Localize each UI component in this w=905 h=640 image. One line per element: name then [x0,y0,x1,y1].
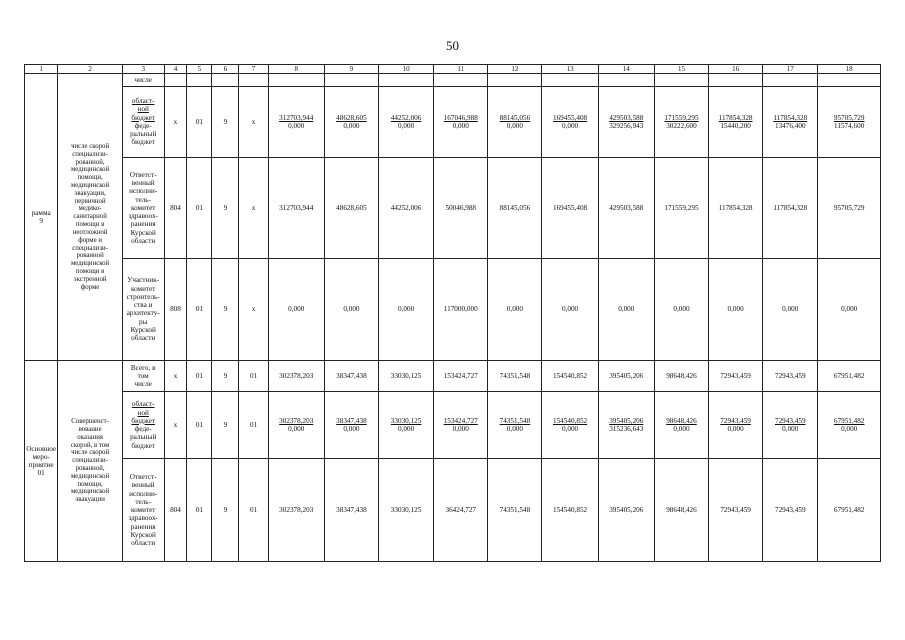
activity-label: Основное меро- приятие 01 [25,361,58,562]
column-number-14: 14 [598,65,654,74]
value-cell: 98648,426 [654,459,708,562]
table-row [25,86,881,158]
value-cell: 395405,206 [598,459,654,562]
value-cell [378,86,433,158]
value-regional: 95705,729 [833,113,865,122]
empty-cell [709,74,763,86]
value-regional: 167046,988 [443,113,478,122]
value-cell [434,86,488,158]
program-label: рамма 9 [25,74,58,361]
page-number: 50 [446,38,459,53]
value-federal: 0,000 [452,121,469,130]
column-number-8: 8 [268,65,324,74]
code-cell: х [239,158,268,258]
value-cell [654,391,708,459]
value-cell [818,86,881,158]
empty-cell [164,74,187,86]
value-cell [818,391,881,459]
value-federal: 13476,400 [774,121,806,130]
value-federal: 0,000 [841,425,858,434]
value-federal: 0,000 [397,425,415,434]
value-regional: 67951,482 [833,416,865,425]
code-cell: х [164,86,187,158]
value-cell: 0,000 [268,258,324,360]
value-federal: 0,000 [561,425,579,434]
value-regional: 395405,206 [609,416,644,425]
value-cell: 38347,438 [324,459,378,562]
code-cell: 01 [239,361,268,392]
empty-cell [324,74,378,86]
source-label: Участник- комитет строитель- ства и архитекту- ры Курской области [122,258,164,360]
column-number-16: 16 [709,65,763,74]
value-cell: 44252,006 [378,158,433,258]
value-federal: 0,000 [343,425,360,434]
table-body [25,65,881,562]
value-regional: 88145,056 [499,113,531,122]
value-regional: 169455,408 [552,113,588,122]
value-federal: 0,000 [343,121,360,130]
activity-description: Совершенст- вование оказания скорой, в том числе скорой специализи- рованной, медицинской помощи, медицинской эвакуации [58,361,123,562]
value-cell: 117854,328 [709,158,763,258]
value-federal: 315236,643 [609,425,644,434]
value-cell: 302378,203 [268,361,324,392]
column-number-9: 9 [324,65,378,74]
value-cell: 67951,482 [818,361,881,392]
value-regional: 48628,605 [336,113,367,122]
table-row [25,258,881,360]
column-number-10: 10 [378,65,433,74]
value-cell [709,391,763,459]
empty-cell [763,74,818,86]
source-label: Всего, в том числе [122,361,164,392]
code-cell: 01 [187,86,212,158]
empty-cell [434,74,488,86]
value-cell [654,86,708,158]
value-cell: 72943,459 [709,459,763,562]
value-regional: 44252,006 [390,113,422,122]
value-federal: 0,000 [782,425,799,434]
value-federal: 15440,200 [720,121,751,130]
value-federal: 0,000 [673,425,690,434]
value-cell: 169455,408 [542,158,598,258]
value-cell [268,391,324,459]
empty-cell [268,74,324,86]
value-cell: 117000,000 [434,258,488,360]
value-cell [598,391,654,459]
column-number-4: 4 [164,65,187,74]
value-cell: 50046,988 [434,158,488,258]
value-cell: 117854,328 [763,158,818,258]
table-row [25,459,881,562]
column-number-17: 17 [763,65,818,74]
value-cell: 154540,852 [542,361,598,392]
column-number-18: 18 [818,65,881,74]
code-cell: х [239,86,268,158]
empty-cell [542,74,598,86]
value-cell: 171559,295 [654,158,708,258]
code-cell: 01 [239,459,268,562]
value-federal: 0,000 [561,121,579,130]
value-regional: 153424,727 [443,416,478,425]
column-number-11: 11 [434,65,488,74]
source-label: област- ной бюджет феде- ральный бюджет [122,391,164,459]
column-number-7: 7 [239,65,268,74]
source-label: Ответст- венный исполни- тель- комитет здравоох- ранения Курской области [122,459,164,562]
value-federal: 329256,943 [609,121,644,130]
value-cell: 74351,548 [488,459,542,562]
value-cell: 38347,438 [324,361,378,392]
value-cell: 48628,605 [324,158,378,258]
table-row [25,391,881,459]
code-cell: 01 [239,391,268,459]
value-cell [763,86,818,158]
value-cell: 302378,203 [268,459,324,562]
program-description: числе скорой специализи- рованной, медицинской помощи, медицинской эвакуации, первичной медико- санитарной помощи в неотложной форме и специализи- рованной медицинской помощи в экстренной форме [58,74,123,361]
value-federal: 0,000 [506,425,523,434]
value-federal: 0,000 [727,425,744,434]
value-cell [324,391,378,459]
value-federal: 0,000 [288,121,305,130]
value-cell: 429503,588 [598,158,654,258]
source-label: област- ной бюджет феде- ральный бюджет [122,86,164,158]
value-cell: 98648,426 [654,361,708,392]
value-cell [598,86,654,158]
column-number-5: 5 [187,65,212,74]
code-cell: х [164,361,187,392]
source-label: числе [122,74,164,86]
code-cell: 9 [212,86,239,158]
value-regional: 74351,548 [499,416,531,425]
value-regional: 171559,295 [664,113,699,122]
value-cell: 0,000 [818,258,881,360]
empty-cell [212,74,239,86]
value-cell: 0,000 [324,258,378,360]
code-cell: 804 [164,459,187,562]
code-cell: х [239,258,268,360]
code-cell: 01 [187,361,212,392]
value-regional: 72943,459 [774,416,806,425]
value-cell: 33030,125 [378,361,433,392]
value-cell: 0,000 [488,258,542,360]
value-regional: 117854,328 [718,113,753,122]
value-cell [434,391,488,459]
value-cell: 0,000 [709,258,763,360]
value-cell [542,391,598,459]
table-row [25,65,881,74]
code-cell: 9 [212,459,239,562]
column-number-3: 3 [122,65,164,74]
code-cell: 9 [212,361,239,392]
code-cell: 01 [187,459,212,562]
code-cell: 9 [212,258,239,360]
value-federal: 0,000 [506,121,523,130]
value-regional: 312703,944 [279,113,314,122]
column-number-6: 6 [212,65,239,74]
value-cell [378,391,433,459]
value-regional: 117854,328 [773,113,808,122]
value-federal: 0,000 [452,425,469,434]
empty-cell [598,74,654,86]
value-cell: 395405,206 [598,361,654,392]
table-row [25,74,881,86]
empty-cell [488,74,542,86]
column-number-15: 15 [654,65,708,74]
value-cell: 0,000 [654,258,708,360]
code-cell: 01 [187,258,212,360]
value-cell: 0,000 [598,258,654,360]
code-cell: 808 [164,258,187,360]
table-row [25,158,881,258]
value-regional: 429503,588 [609,113,644,122]
code-cell: 9 [212,158,239,258]
value-cell: 72943,459 [763,361,818,392]
value-federal: 0,000 [397,121,415,130]
value-cell [488,391,542,459]
source-label: Ответст- венный исполни- тель- комитет здравоох- ранения Курской области [122,158,164,258]
value-cell: 88145,056 [488,158,542,258]
value-federal: 30222,600 [666,121,697,130]
empty-cell [239,74,268,86]
value-cell [763,391,818,459]
value-cell: 74351,548 [488,361,542,392]
column-number-2: 2 [58,65,123,74]
value-cell [488,86,542,158]
value-cell [268,86,324,158]
code-cell: 804 [164,158,187,258]
value-cell: 95705,729 [818,158,881,258]
value-cell [542,86,598,158]
budget-table [24,64,881,562]
value-regional: 98648,426 [666,416,697,425]
value-regional: 38347,438 [336,416,367,425]
column-number-1: 1 [25,65,58,74]
empty-cell [654,74,708,86]
value-federal: 11574,600 [834,121,865,130]
column-number-13: 13 [542,65,598,74]
table-row [25,361,881,392]
value-cell: 153424,727 [434,361,488,392]
value-regional: 302378,203 [279,416,314,425]
value-regional: 154540,852 [552,416,588,425]
value-regional: 72943,459 [720,416,751,425]
value-cell [324,86,378,158]
empty-cell [818,74,881,86]
column-number-12: 12 [488,65,542,74]
value-cell: 72943,459 [709,361,763,392]
code-cell: х [164,391,187,459]
code-cell: 9 [212,391,239,459]
empty-cell [378,74,433,86]
value-cell: 0,000 [542,258,598,360]
value-cell: 154540,852 [542,459,598,562]
value-cell [709,86,763,158]
value-cell: 72943,459 [763,459,818,562]
value-federal: 0,000 [288,425,305,434]
value-cell: 0,000 [763,258,818,360]
code-cell: 01 [187,391,212,459]
empty-cell [187,74,212,86]
value-regional: 33030,125 [390,416,422,425]
value-cell: 0,000 [378,258,433,360]
value-cell: 36424,727 [434,459,488,562]
value-cell: 33030,125 [378,459,433,562]
value-cell: 67951,482 [818,459,881,562]
value-cell: 312703,944 [268,158,324,258]
code-cell: 01 [187,158,212,258]
